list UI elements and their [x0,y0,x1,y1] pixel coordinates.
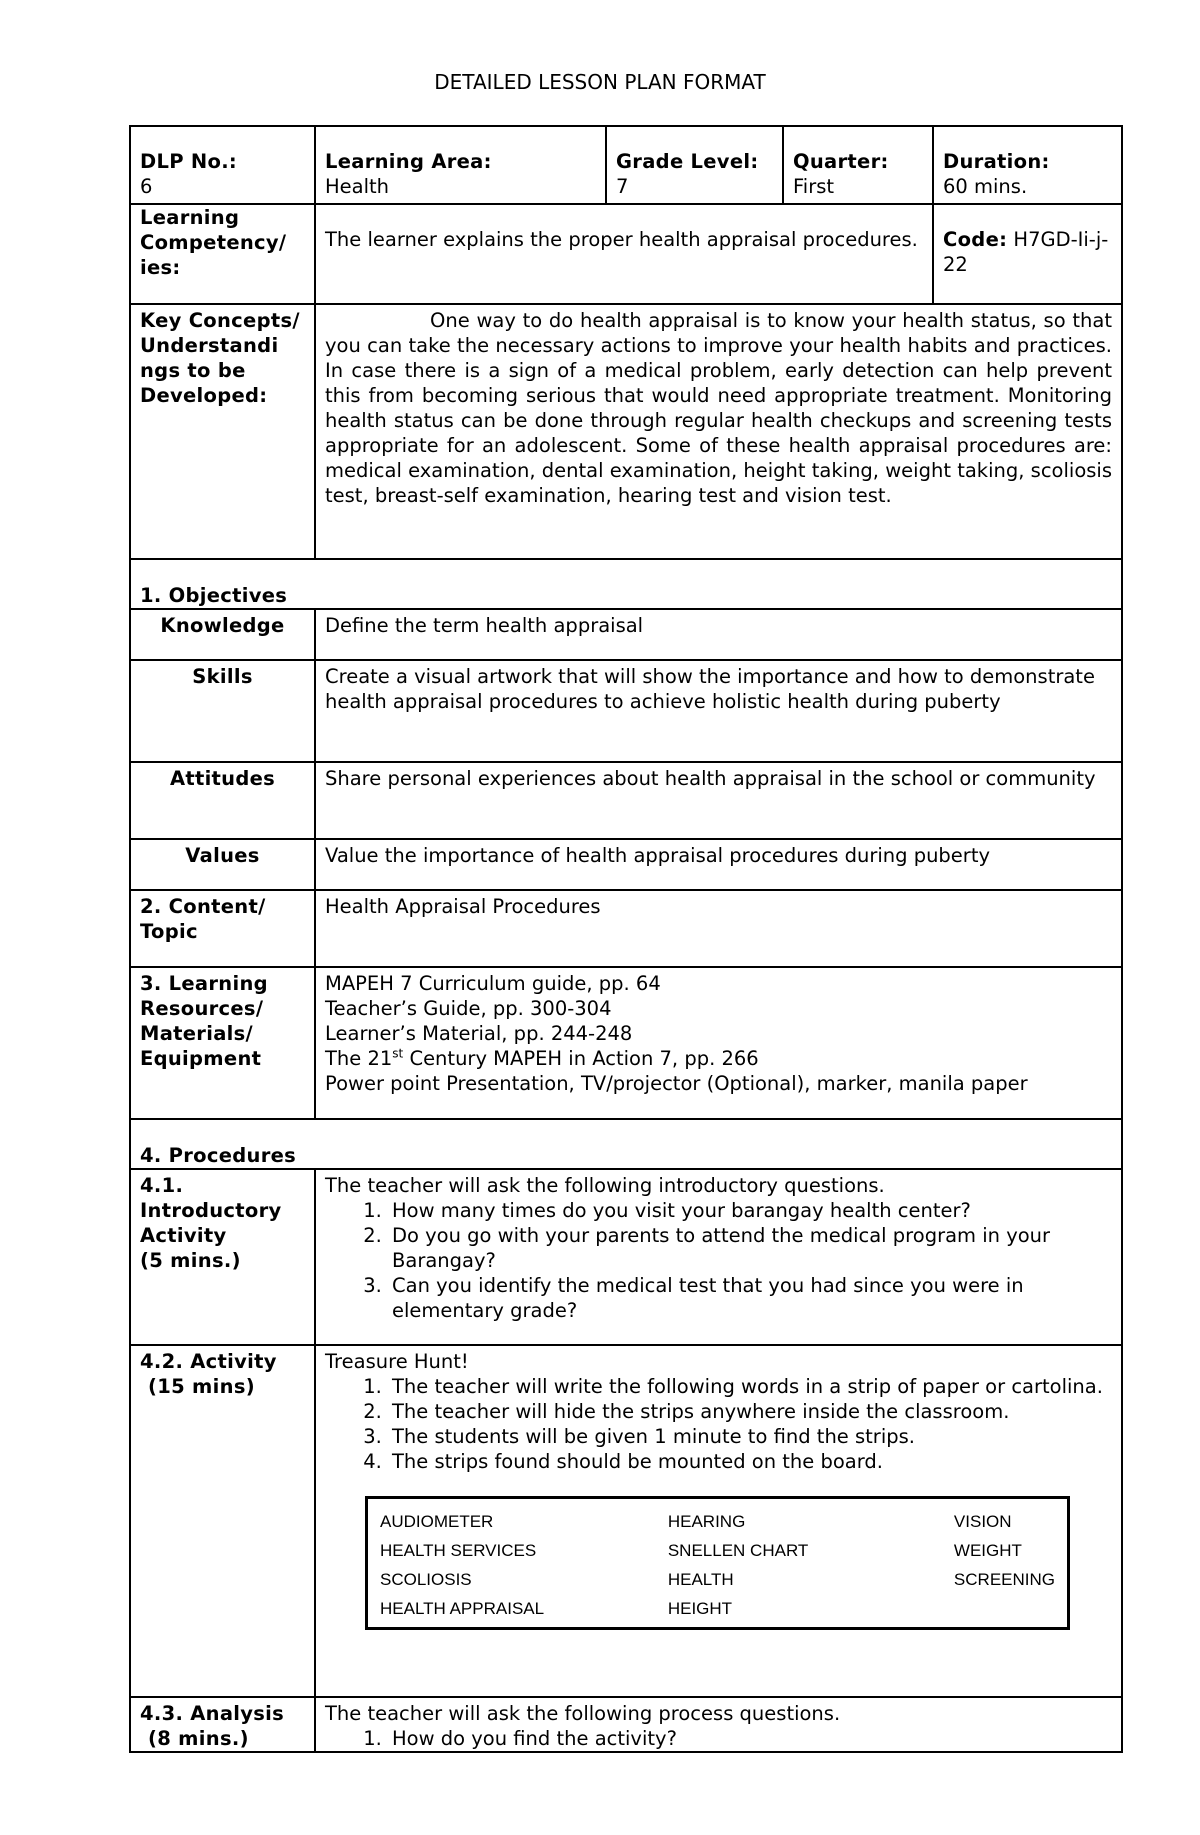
knowledge-text: Define the term health appraisal [315,609,1122,660]
resource-learners-material: Learner’s Material, pp. 244-248 [325,1022,633,1045]
quarter-cell [783,126,933,204]
word-strip: HEALTH SERVICES [380,1541,537,1560]
code-label: Code: [943,228,1008,251]
list-item: 2. Do you go with your parents to attend the medical program in your Barangay? [388,1223,1112,1273]
duration-value: 60 mins. [943,175,1028,198]
attitudes-row [130,762,1122,839]
dlp-label: DLP No.: [140,150,238,173]
word-strip: SNELLEN CHART [667,1541,809,1560]
list-item: 2. The teacher will hide the strips anywhere inside the classroom. [388,1399,1112,1424]
table-row [380,1536,1055,1565]
resources-cell [315,967,1122,1119]
resource-mapeh-book [325,1046,1112,1071]
grade-level-cell [606,126,783,204]
activity-cell [315,1345,1122,1697]
learning-area-label: Learning Area: [325,150,492,173]
key-concepts-label: Key Concepts/ Understandi ngs to be Developed: [130,304,315,559]
word-strips-grid [380,1507,1055,1623]
document-title: DETAILED LESSON PLAN FORMAT [434,70,766,94]
activity-steps-list [325,1374,1112,1474]
list-item: 3. The students will be given 1 minute to find the strips. [388,1424,1112,1449]
intro-activity-lead: The teacher will ask the following introductory questions. [325,1174,885,1197]
analysis-label-cell [130,1697,315,1752]
attitudes-text: Share personal experiences about health appraisal in the school or community [315,762,1122,839]
grade-level-value: 7 [616,175,629,198]
word-strip: HEIGHT [667,1599,733,1618]
header-row [130,126,1122,204]
analysis-questions-list [325,1726,1112,1751]
knowledge-label: Knowledge [130,609,315,660]
analysis-lead: The teacher will ask the following process questions. [325,1702,841,1725]
objectives-heading: 1. Objectives [130,559,1122,609]
resource-equipment: Power point Presentation, TV/projector (Optional), marker, manila paper [325,1072,1028,1095]
objectives-heading-row [130,559,1122,609]
word-strip [954,1594,1055,1623]
competency-row [130,204,1122,304]
learning-area-value: Health [325,175,390,198]
intro-activity-label: 4.1. Introductory Activity [140,1174,282,1247]
word-strip: HEALTH APPRAISAL [380,1599,545,1618]
learning-area-cell [315,126,606,204]
word-strip: HEARING [667,1512,746,1531]
procedures-heading-row [130,1119,1122,1169]
competency-label: Learning Competency/ ies: [130,204,315,304]
content-row [130,890,1122,967]
procedures-heading: 4. Procedures [130,1119,1122,1169]
list-item: 4. The strips found should be mounted on the board. [388,1449,1112,1474]
resource-mapeh-book-post: Century MAPEH in Action 7, pp. 266 [403,1047,759,1070]
list-item: 1. The teacher will write the following words in a strip of paper or cartolina. [388,1374,1112,1399]
intro-activity-label-cell [130,1169,315,1345]
key-concepts-row [130,304,1122,559]
analysis-cell [315,1697,1122,1752]
code-cell [933,204,1122,304]
grade-level-label: Grade Level: [616,150,759,173]
analysis-row [130,1697,1122,1752]
duration-cell [933,126,1122,204]
list-item: 1. How do you find the activity? [388,1726,1112,1751]
list-item: 1. How many times do you visit your barangay health center? [388,1198,1112,1223]
intro-activity-time: (5 mins.) [140,1249,241,1272]
quarter-value: First [793,175,835,198]
resource-teachers-guide: Teacher’s Guide, pp. 300-304 [325,997,612,1020]
resources-label: 3. Learning Resources/ Materials/ Equipment [130,967,315,1119]
word-strip: SCOLIOSIS [380,1570,472,1589]
knowledge-row [130,609,1122,660]
dlp-value: 6 [140,175,153,198]
content-label: 2. Content/ Topic [130,890,315,967]
intro-activity-row [130,1169,1122,1345]
list-item: 3. Can you identify the medical test that you had since you were in elementary grade? [388,1273,1112,1323]
activity-time: (15 mins) [148,1375,255,1398]
activity-lead: Treasure Hunt! [325,1350,469,1373]
activity-label: 4.2. Activity [140,1350,277,1373]
competency-text: The learner explains the proper health appraisal procedures. [315,204,933,304]
dlp-cell [130,126,315,204]
quarter-label: Quarter: [793,150,889,173]
key-concepts-text: One way to do health appraisal is to know your health status, so that you can take the necessary actions to improve your health habits and practices. In case there is a sign of a medical problem, early detection can help prevent this from becoming serious that would need appropriate treatment. Monitoring health status can be done through regular health checkups and screening tests appropriate for an adolescent. Some of these health appraisal procedures are: medical examination, dental examination, height taking, weight taking, scoliosis test, breast-self examination, hearing test and vision test. [315,304,1122,559]
intro-activity-cell [315,1169,1122,1345]
lesson-plan-table [129,125,1123,1753]
resource-curriculum-guide: MAPEH 7 Curriculum guide, pp. 64 [325,972,661,995]
word-strip: VISION [953,1512,1012,1531]
resource-mapeh-book-sup: st [392,1046,404,1061]
content-text: Health Appraisal Procedures [315,890,1122,967]
values-text: Value the importance of health appraisal procedures during puberty [315,839,1122,890]
table-row [380,1594,1055,1623]
word-strip: HEALTH [667,1570,734,1589]
word-strips-box [365,1496,1070,1630]
activity-row [130,1345,1122,1697]
analysis-time: (8 mins.) [148,1727,249,1750]
code-value: H7GD-Ii-j-22 [943,228,1109,276]
skills-row [130,660,1122,762]
skills-label: Skills [130,660,315,762]
word-strip: AUDIOMETER [380,1512,494,1531]
table-row [380,1565,1055,1594]
word-strip: SCREENING [953,1570,1055,1589]
activity-label-cell [130,1345,315,1697]
intro-questions-list [325,1198,1112,1323]
word-strip: WEIGHT [953,1541,1022,1560]
skills-text: Create a visual artwork that will show the importance and how to demonstrate health appraisal procedures to achieve holistic health during puberty [315,660,1122,762]
attitudes-label: Attitudes [130,762,315,839]
table-row [380,1507,1055,1536]
values-label: Values [130,839,315,890]
resource-mapeh-book-pre: The 21 [325,1047,393,1070]
values-row [130,839,1122,890]
resources-row [130,967,1122,1119]
duration-label: Duration: [943,150,1050,173]
analysis-label: 4.3. Analysis [140,1702,285,1725]
